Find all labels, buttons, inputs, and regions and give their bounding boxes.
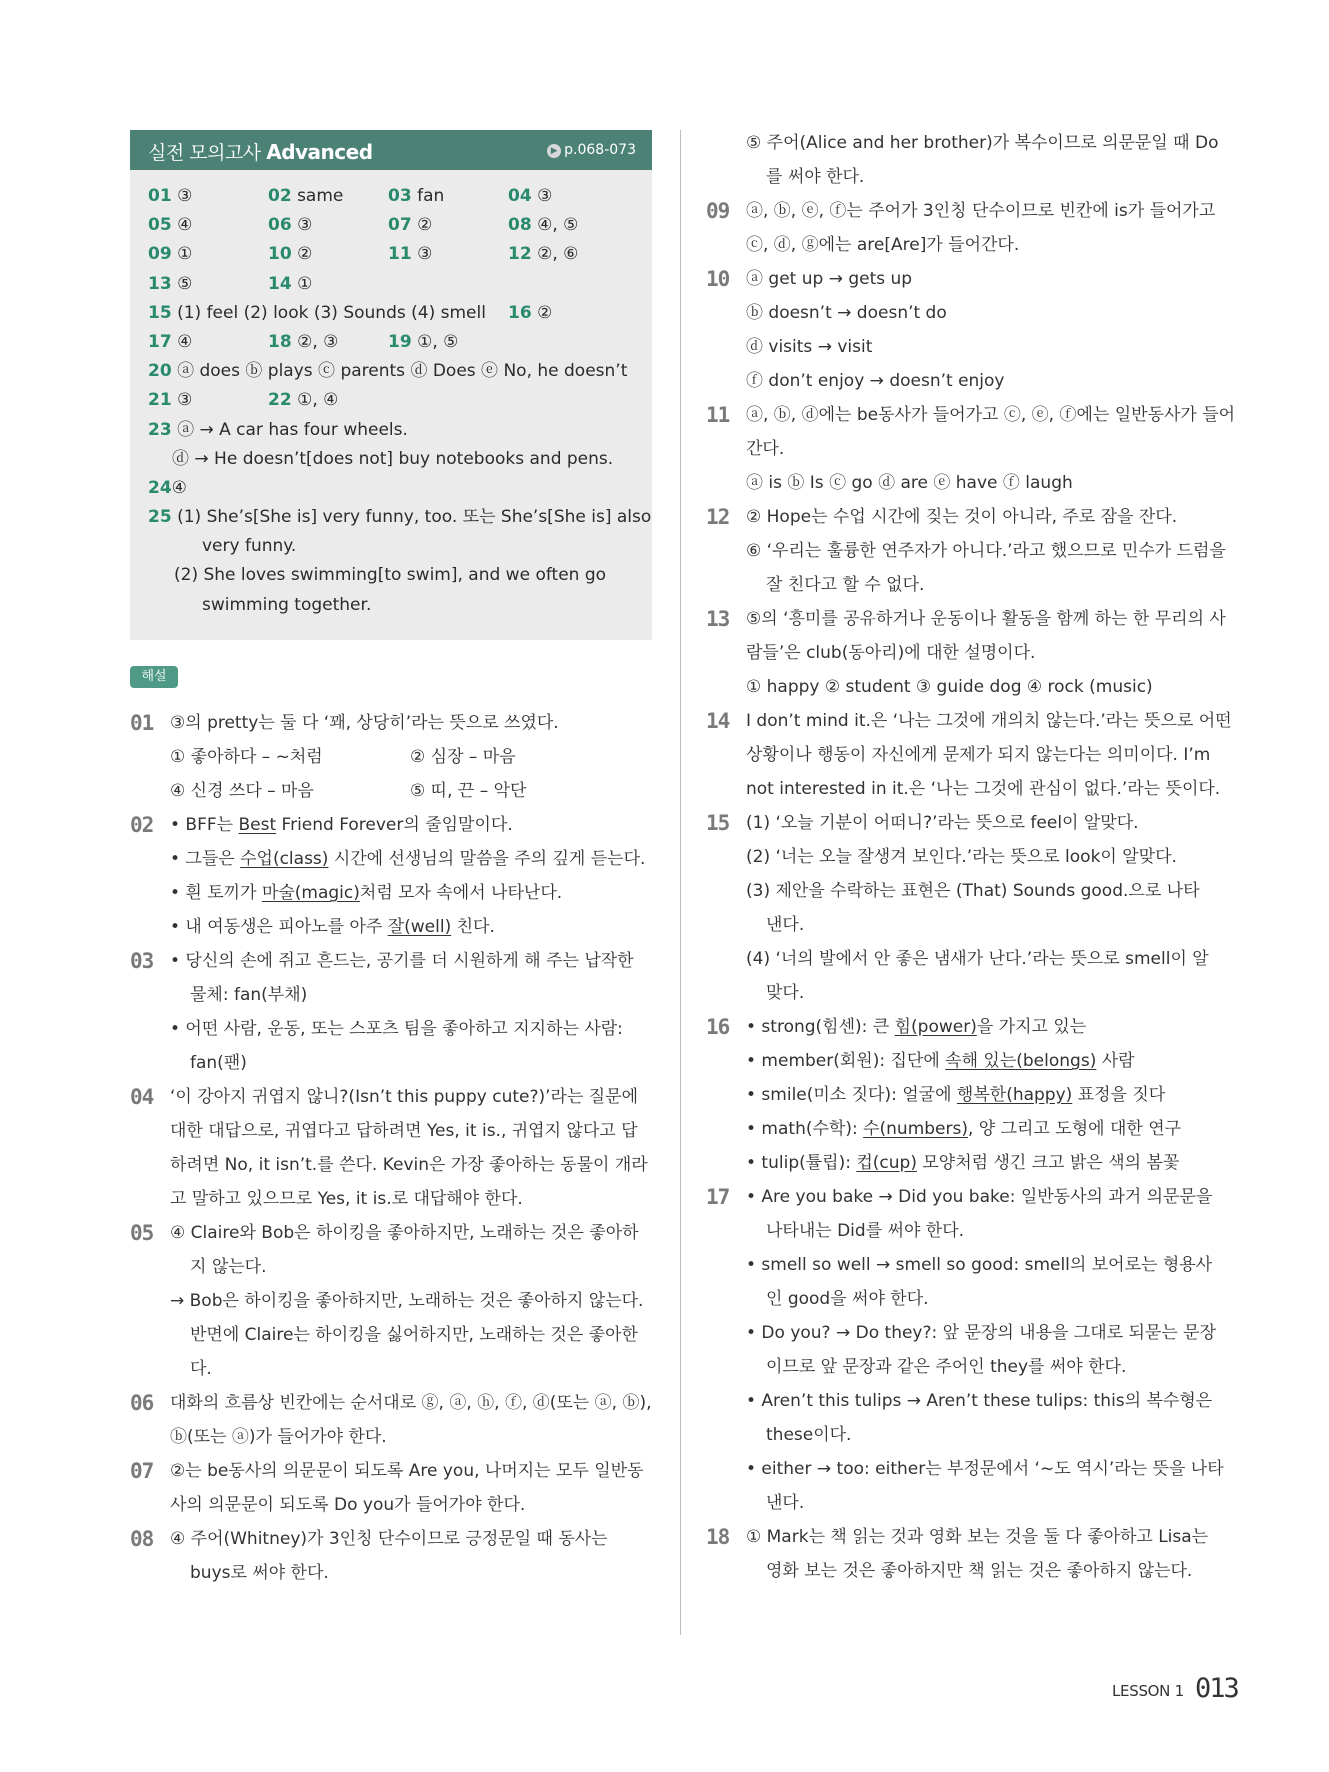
answer-number: 07 xyxy=(388,215,412,236)
question-number: 08 xyxy=(130,1527,154,1551)
answer-value: (2) She loves swimming[to swim], and we often go xyxy=(174,565,607,586)
question-number: 16 xyxy=(706,1015,730,1039)
answer-key xyxy=(130,170,652,620)
explanation-17 xyxy=(706,1180,1238,1520)
answer-row xyxy=(148,591,634,620)
explanation-16 xyxy=(706,1010,1238,1180)
question-number: 13 xyxy=(706,607,730,631)
explanation-text: ① 좋아하다 – ~처럼 xyxy=(170,747,323,767)
answer-number: 19 xyxy=(388,331,412,352)
explanation-text: ② 심장 – 마음 xyxy=(410,747,516,767)
answer-value: ②, ③ xyxy=(297,331,339,352)
explanation-grid-row xyxy=(170,774,660,808)
answer-value: ⑤ xyxy=(177,273,193,294)
explanation-14 xyxy=(706,704,1238,806)
left-explanations xyxy=(130,706,660,1590)
explanation-text: ⑤ 주어(Alice and her brother)가 복수이므로 의문문일 때 Do xyxy=(746,133,1219,153)
explanation-06 xyxy=(130,1386,660,1454)
explanation-text: • Aren’t this tulips → Aren’t these tulips: this의 복수형은 xyxy=(746,1391,1213,1411)
explanation-text: ⓐ is ⓑ Is ⓒ go ⓓ are ⓔ have ⓕ laugh xyxy=(746,473,1073,493)
explanation-text: • Are you bake → Did you bake: 일반동사의 과거 의문문을 xyxy=(746,1187,1213,1207)
explanation-text: 이므로 앞 문장과 같은 주어인 they를 써야 한다. xyxy=(766,1357,1127,1377)
underlined-answer: 컵(cup) xyxy=(856,1153,917,1173)
explanation-text: buys로 써야 한다. xyxy=(190,1563,329,1583)
explanation-text: 낸다. xyxy=(766,915,805,935)
explanation-text: 고 말하고 있으므로 Yes, it is.로 대답해야 한다. xyxy=(170,1189,523,1209)
explanation-08-continued xyxy=(706,126,1238,194)
explanation-text: (1) ‘오늘 기분이 어떠니?’라는 뜻으로 feel이 알맞다. xyxy=(746,813,1139,833)
column-divider xyxy=(680,130,681,1635)
answer-value: ① xyxy=(177,244,193,265)
explanation-text: 를 써야 한다. xyxy=(766,167,865,187)
explanation-text: 지 않는다. xyxy=(190,1257,267,1277)
explanation-text: 맞다. xyxy=(766,983,805,1003)
answer-value: ②, ⑥ xyxy=(537,244,579,265)
explanation-text: • Do you? → Do they?: 앞 문장의 내용을 그대로 되묻는 문장 xyxy=(746,1323,1216,1343)
question-number: 07 xyxy=(130,1459,154,1483)
underlined-answer: 수업(class) xyxy=(240,849,329,869)
answer-value: ⓓ → He doesn’t[does not] buy notebooks and pens. xyxy=(172,448,614,469)
explanation-text: ⓐ, ⓑ, ⓔ, ⓕ는 주어가 3인칭 단수이므로 빈칸에 is가 들어가고 xyxy=(746,201,1216,221)
question-number: 14 xyxy=(706,709,730,733)
answer-number: 01 xyxy=(148,186,172,206)
explanation-text: • math(수학): 수(numbers), 양 그리고 도형에 대한 연구 xyxy=(746,1119,1182,1139)
explanation-text: ④ Claire와 Bob은 하이킹을 좋아하지만, 노래하는 것은 좋아하 xyxy=(170,1223,639,1243)
answer-value: ⓐ does ⓑ plays ⓒ parents ⓓ Does ⓔ No, he doesn’t xyxy=(177,361,628,382)
answer-row xyxy=(148,386,634,415)
answer-value: ④ xyxy=(177,215,193,236)
answer-value: ④ xyxy=(177,331,193,352)
explanation-text: ④ 주어(Whitney)가 3인칭 단수이므로 긍정문일 때 동사는 xyxy=(170,1529,608,1549)
answer-row xyxy=(148,328,634,357)
answer-number: 09 xyxy=(148,244,172,265)
title-korean: 실전 모의고사 xyxy=(148,142,261,164)
explanation-text: 인 good을 써야 한다. xyxy=(766,1289,929,1309)
answer-number: 16 xyxy=(508,302,532,323)
explanation-text: • 당신의 손에 쥐고 흔드는, 공기를 더 시원하게 해 주는 납작한 xyxy=(170,951,634,971)
answer-row xyxy=(148,240,634,269)
explanation-15 xyxy=(706,806,1238,1010)
answer-number: 14 xyxy=(268,273,292,294)
explanation-text: ‘이 강아지 귀엽지 않니?(Isn’t this puppy cute?)’라는 질문에 xyxy=(170,1087,639,1107)
right-explanations xyxy=(706,126,1238,1588)
question-number: 10 xyxy=(706,267,730,291)
answer-row xyxy=(148,211,634,240)
explanation-text: (4) ‘너의 발에서 안 좋은 냄새가 난다.’라는 뜻으로 smell이 알 xyxy=(746,949,1209,969)
answer-row xyxy=(148,270,634,299)
answer-value: (1) She’s[She is] very funny, too. 또는 She’s[She is] also xyxy=(177,507,652,528)
answer-row xyxy=(148,474,634,503)
question-number: 05 xyxy=(130,1221,154,1245)
answer-row xyxy=(148,299,634,328)
answer-row xyxy=(148,503,652,532)
answer-row xyxy=(148,561,634,590)
answer-number: 06 xyxy=(268,215,292,236)
answer-number: 02 xyxy=(268,186,292,206)
explanation-text: ②는 be동사의 의문문이 되도록 Are you, 나머지는 모두 일반동 xyxy=(170,1461,644,1481)
explanation-text: • either → too: either는 부정문에서 ‘~도 역시’라는 뜻을 나타 xyxy=(746,1459,1224,1479)
explanation-text: these이다. xyxy=(766,1425,852,1445)
explanation-text: fan(팬) xyxy=(190,1053,247,1073)
underlined-answer: 행복한(happy) xyxy=(956,1085,1073,1105)
explanation-text: • member(회원): 집단에 속해 있는(belongs) 사람 xyxy=(746,1051,1135,1071)
question-number: 06 xyxy=(130,1391,154,1415)
underlined-answer: 마술(magic) xyxy=(261,883,360,903)
explanation-text: • smell so well → smell so good: smell의 보어로는 형용사 xyxy=(746,1255,1213,1275)
answer-number: 21 xyxy=(148,390,172,411)
explanation-text: ⓒ, ⓓ, ⓖ에는 are[Are]가 들어간다. xyxy=(746,235,1020,255)
title-advanced: Advanced xyxy=(266,140,373,164)
answer-value: very funny. xyxy=(202,536,297,557)
answer-value: ④, ⑤ xyxy=(537,215,579,236)
explanation-text: • tulip(튤립): 컵(cup) 모양처럼 생긴 크고 밝은 색의 봄꽃 xyxy=(746,1153,1180,1173)
answer-number: 23 xyxy=(148,419,172,440)
explanation-text: ⓑ(또는 ⓐ)가 들어가야 한다. xyxy=(170,1427,387,1447)
answer-number: 24 xyxy=(148,477,172,498)
page-reference xyxy=(547,142,636,158)
explanation-text: ④ 신경 쓰다 – 마음 xyxy=(170,781,314,801)
explanation-grid-row xyxy=(170,740,660,774)
explanation-text: 간다. xyxy=(746,439,785,459)
question-number: 12 xyxy=(706,505,730,529)
answer-row xyxy=(148,532,634,561)
explanation-text: ⑤의 ‘흥미를 공유하거나 운동이나 활동을 함께 하는 한 무리의 사 xyxy=(746,609,1226,629)
underlined-answer: 수(numbers) xyxy=(863,1119,968,1139)
answer-value: ①, ④ xyxy=(297,390,339,411)
explanation-text: • strong(힘센): 큰 힘(power)을 가지고 있는 xyxy=(746,1017,1087,1037)
explanation-text: 사의 의문문이 되도록 Do you가 들어가야 한다. xyxy=(170,1495,526,1515)
answer-number: 18 xyxy=(268,331,292,352)
explanation-08 xyxy=(130,1522,660,1590)
answer-row xyxy=(148,445,634,474)
explanation-text: (2) ‘너는 오늘 잘생겨 보인다.’라는 뜻으로 look이 알맞다. xyxy=(746,847,1177,867)
explanation-05 xyxy=(130,1216,660,1386)
explanation-text: 영화 보는 것은 좋아하지만 책 읽는 것은 좋아하지 않는다. xyxy=(766,1561,1193,1581)
arrow-right-icon: ▶ xyxy=(547,144,561,158)
explanation-text: 대화의 흐름상 빈칸에는 순서대로 ⓖ, ⓐ, ⓗ, ⓕ, ⓓ(또는 ⓐ, ⓑ), xyxy=(170,1393,652,1413)
answer-number: 13 xyxy=(148,273,172,294)
answer-number: 25 xyxy=(148,507,172,528)
answer-value: ③ xyxy=(417,244,433,265)
question-number: 11 xyxy=(706,403,730,427)
underlined-answer: 힘(power) xyxy=(894,1017,977,1037)
explanation-text: ⑤ 띠, 끈 – 악단 xyxy=(410,781,527,801)
answer-row xyxy=(148,182,634,211)
explanation-text: • 어떤 사람, 운동, 또는 스포츠 팀을 좋아하고 지지하는 사람: xyxy=(170,1019,623,1039)
answer-value: ② xyxy=(417,215,433,236)
explanation-text: ① happy ② student ③ guide dog ④ rock (music) xyxy=(746,677,1153,697)
explanation-text: 람들’은 club(동아리)에 대한 설명이다. xyxy=(746,643,1036,663)
answer-number: 08 xyxy=(508,215,532,236)
page-number: 013 xyxy=(1195,1673,1238,1704)
answer-value: fan xyxy=(417,186,445,206)
explanation-07 xyxy=(130,1454,660,1522)
underlined-answer: 속해 있는(belongs) xyxy=(945,1051,1097,1071)
answer-row xyxy=(148,416,634,445)
question-number: 02 xyxy=(130,813,154,837)
answer-value: ② xyxy=(297,244,313,265)
answer-value: same xyxy=(297,186,344,206)
explanation-text: 나타내는 Did를 써야 한다. xyxy=(766,1221,965,1241)
answer-value: ③ xyxy=(297,215,313,236)
explanation-13 xyxy=(706,602,1238,704)
answer-value: ③ xyxy=(537,186,553,206)
answer-number: 22 xyxy=(268,390,292,411)
explanation-18 xyxy=(706,1520,1238,1588)
explanation-02 xyxy=(130,808,660,944)
question-number: 18 xyxy=(706,1525,730,1549)
answer-value: ④ xyxy=(171,477,187,498)
answer-number: 20 xyxy=(148,361,172,382)
explanation-text: ③의 pretty는 둘 다 ‘꽤, 상당히’라는 뜻으로 쓰였다. xyxy=(170,713,559,733)
explanation-text: ② Hope는 수업 시간에 짖는 것이 아니라, 주로 잠을 잔다. xyxy=(746,507,1178,527)
explanation-text: 대한 대답으로, 귀엽다고 답하려면 Yes, it is., 귀엽지 않다고 답 xyxy=(170,1121,638,1141)
answer-box-header xyxy=(130,130,652,170)
question-number: 15 xyxy=(706,811,730,835)
explanation-03 xyxy=(130,944,660,1080)
explanation-text: 낸다. xyxy=(766,1493,805,1513)
answer-box xyxy=(130,130,652,640)
explanation-text: ⓐ get up → gets up xyxy=(746,269,913,289)
page-reference-text: p.068-073 xyxy=(564,142,636,158)
left-column xyxy=(130,130,652,640)
question-number: 09 xyxy=(706,199,730,223)
explanation-text: ⓑ doesn’t → doesn’t do xyxy=(746,303,947,323)
explanation-text: 물체: fan(부채) xyxy=(190,985,308,1005)
explanation-text: ⓕ don’t enjoy → doesn’t enjoy xyxy=(746,371,1005,391)
explanation-text: ① Mark는 책 읽는 것과 영화 보는 것을 둘 다 좋아하고 Lisa는 xyxy=(746,1527,1209,1547)
lesson-label: LESSON 1 xyxy=(1112,1682,1184,1700)
answer-value: ② xyxy=(537,302,553,323)
answer-value: swimming together. xyxy=(202,594,372,615)
explanation-text: 다. xyxy=(190,1359,212,1379)
explanation-text: not interested in it.은 ‘나는 그것에 관심이 없다.’라는 뜻이다. xyxy=(746,779,1221,799)
explanation-text: (3) 제안을 수락하는 표현은 (That) Sounds good.으로 나타 xyxy=(746,881,1200,901)
answer-value: ⓐ → A car has four wheels. xyxy=(177,419,408,440)
answer-number: 15 xyxy=(148,302,172,323)
answer-box-title xyxy=(148,138,373,165)
explanation-text: • BFF는 Best Friend Forever의 줄임말이다. xyxy=(170,815,513,835)
explanation-12 xyxy=(706,500,1238,602)
explanation-text: • smile(미소 짓다): 얼굴에 행복한(happy) 표정을 짓다 xyxy=(746,1085,1166,1105)
answer-number: 17 xyxy=(148,331,172,352)
question-number: 04 xyxy=(130,1085,154,1109)
underlined-answer: Best xyxy=(238,815,277,835)
explanation-badge: 해설 xyxy=(130,666,178,688)
explanation-text: → Bob은 하이킹을 좋아하지만, 노래하는 것은 좋아하지 않는다. xyxy=(170,1291,644,1311)
explanation-text: ⑥ ‘우리는 훌륭한 연주자가 아니다.’라고 했으므로 민수가 드럼을 xyxy=(746,541,1226,561)
answer-number: 03 xyxy=(388,186,412,206)
explanation-text: ⓓ visits → visit xyxy=(746,337,873,357)
answer-value: ①, ⑤ xyxy=(417,331,459,352)
explanation-04 xyxy=(130,1080,660,1216)
answer-number: 05 xyxy=(148,215,172,236)
answer-number: 11 xyxy=(388,244,412,265)
explanation-09 xyxy=(706,194,1238,262)
answer-value: ③ xyxy=(177,186,193,206)
explanation-text: 반면에 Claire는 하이킹을 싫어하지만, 노래하는 것은 좋아한 xyxy=(190,1325,638,1345)
explanation-text: • 그들은 수업(class) 시간에 선생님의 말씀을 주의 깊게 듣는다. xyxy=(170,849,646,869)
explanation-text: ⓐ, ⓑ, ⓓ에는 be동사가 들어가고 ⓒ, ⓔ, ⓕ에는 일반동사가 들어 xyxy=(746,405,1236,425)
explanation-text: • 내 여동생은 피아노를 아주 잘(well) 친다. xyxy=(170,917,495,937)
answer-row xyxy=(148,357,634,386)
explanation-text: I don’t mind it.은 ‘나는 그것에 개의치 않는다.’라는 뜻으로 어떤 xyxy=(746,711,1232,731)
answer-number: 04 xyxy=(508,186,532,206)
question-number: 03 xyxy=(130,949,154,973)
question-number: 17 xyxy=(706,1185,730,1209)
answer-value: (1) feel (2) look (3) Sounds (4) smell xyxy=(177,302,486,323)
explanation-text: • 흰 토끼가 마술(magic)처럼 모자 속에서 나타난다. xyxy=(170,883,563,903)
explanation-01 xyxy=(130,706,660,808)
answer-number: 10 xyxy=(268,244,292,265)
answer-number: 12 xyxy=(508,244,532,265)
answer-value: ③ xyxy=(177,390,193,411)
explanation-text: 하려면 No, it isn’t.를 쓴다. Kevin은 가장 좋아하는 동물이 개라 xyxy=(170,1155,648,1175)
explanation-10 xyxy=(706,262,1238,398)
explanation-text: 상황이나 행동이 자신에게 문제가 되지 않는다는 의미이다. I’m xyxy=(746,745,1211,765)
explanation-11 xyxy=(706,398,1238,500)
underlined-answer: 잘(well) xyxy=(387,917,452,937)
answer-value: ① xyxy=(297,273,313,294)
explanation-text: 잘 친다고 할 수 없다. xyxy=(766,575,925,595)
question-number: 01 xyxy=(130,711,154,735)
